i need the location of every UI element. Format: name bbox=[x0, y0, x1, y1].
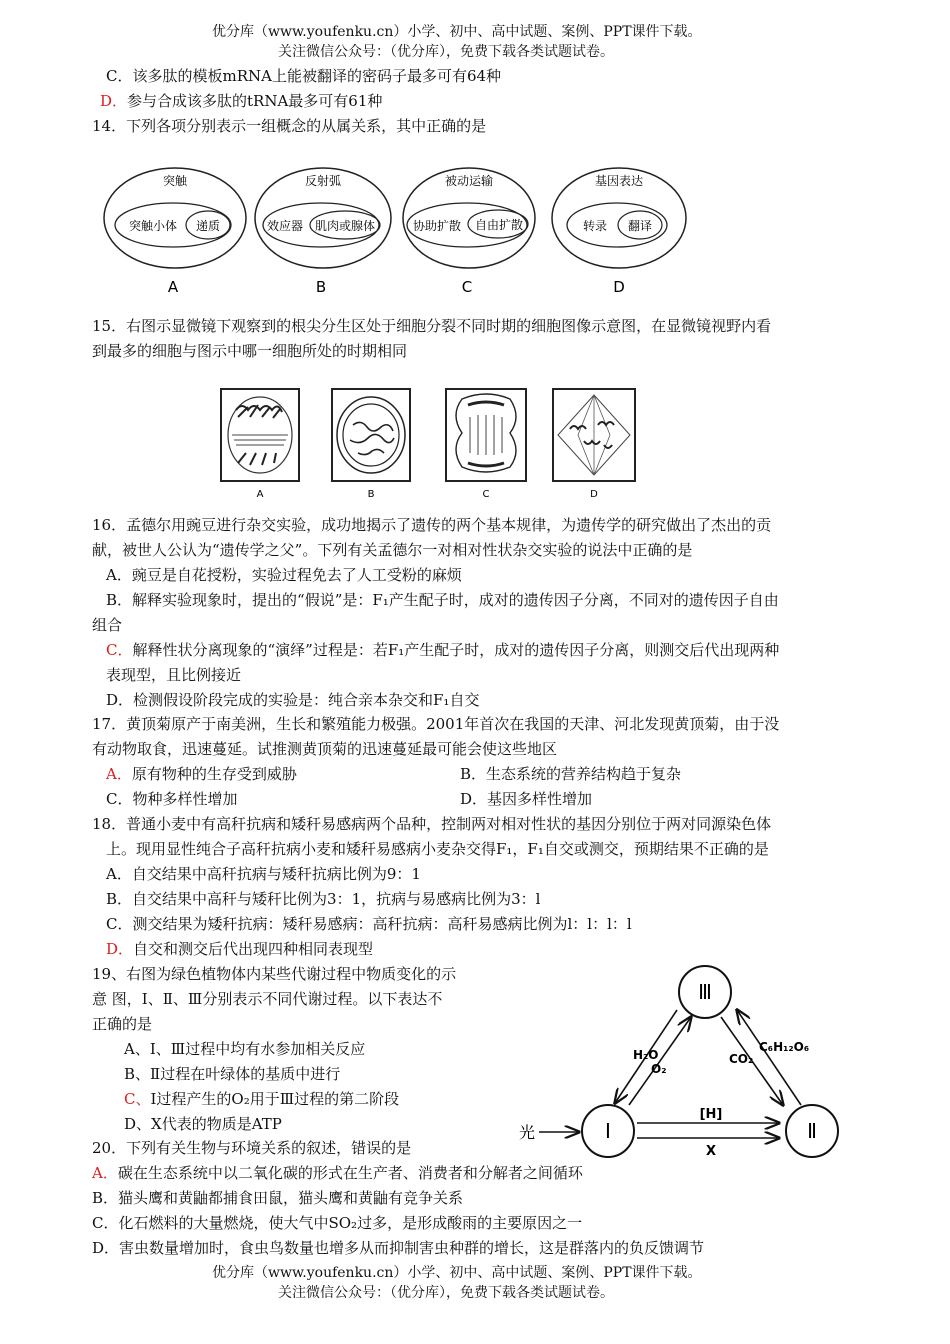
q20-option-c: C．化石燃料的大量燃烧，使大气中SO₂过多，是形成酸雨的主要原因之一 bbox=[92, 1214, 583, 1232]
q14-a-inner-label: 递质 bbox=[195, 219, 221, 233]
q14-concept-diagrams bbox=[95, 160, 715, 300]
q14-a-left-label: 突触小体 bbox=[128, 219, 178, 233]
q19-x-label: X bbox=[705, 1144, 717, 1159]
q18-d-letter: D． bbox=[106, 940, 134, 958]
q14-d-letter: D bbox=[613, 278, 625, 296]
q18-option-c: C．测交结果为矮秆抗病：矮秆易感病：高秆抗病：高秆易感病比例为l：l：l：l bbox=[106, 915, 632, 933]
q14-diagram-c bbox=[403, 168, 535, 296]
q19-option-d: D、X代表的物质是ATP bbox=[124, 1115, 282, 1133]
q19-o2-label: O₂ bbox=[651, 1062, 667, 1076]
q14-c-outer-label: 被动运输 bbox=[444, 174, 494, 188]
q19-c-text: Ⅰ过程产生的O₂用于Ⅲ过程的第二阶段 bbox=[150, 1090, 400, 1108]
q13-c-letter: C． bbox=[106, 67, 133, 85]
header-line-2: 关注微信公众号：（优分库），免费下载各类试题试卷。 bbox=[278, 44, 614, 60]
q16-option-c-line-1 bbox=[106, 640, 779, 660]
q16-option-b-line-2: 组合 bbox=[92, 616, 123, 634]
q14-diagram-a bbox=[104, 168, 246, 296]
q19-option-c bbox=[124, 1089, 399, 1109]
q16-c-text-1: 解释性状分离现象的“演绎”过程是：若F₁产生配子时，成对的遗传因子分离，则测交后代出现两种 bbox=[132, 641, 780, 659]
header-line-1: 优分库（www.youfenku.cn）小学、初中、高中试题、案例、PPT课件下载。 bbox=[212, 24, 702, 40]
q15-stem-line-2: 到最多的细胞与图示中哪一细胞所处的时期相同 bbox=[92, 342, 408, 360]
q14-a-letter: A bbox=[167, 278, 179, 296]
q17-a-text: 原有物种的生存受到威胁 bbox=[131, 765, 297, 783]
q16-stem-line-1: 16．孟德尔用豌豆进行杂交实验，成功地揭示了遗传的两个基本规律，为遗传学的研究做出了杰出的贡 bbox=[92, 516, 772, 534]
q20-option-b: B．猫头鹰和黄鼬都捕食田鼠，猫头鹰和黄鼬有竞争关系 bbox=[92, 1189, 464, 1207]
q16-option-a: A．豌豆是自花授粉，实验过程免去了人工受粉的麻烦 bbox=[106, 566, 462, 584]
q19-metabolism-diagram bbox=[515, 955, 860, 1165]
q18-option-d bbox=[106, 939, 373, 959]
q19-node-i-label: Ⅰ bbox=[605, 1119, 611, 1143]
q20-option-d: D．害虫数量增加时，食虫鸟数量也增多从而抑制害虫种群的增长，这是群落内的负反馈调节 bbox=[92, 1239, 705, 1257]
q19-h-label: [H] bbox=[699, 1107, 723, 1122]
q20-option-a bbox=[92, 1163, 583, 1183]
q13-option-d bbox=[100, 91, 382, 111]
q15-cell-a bbox=[221, 389, 299, 500]
q14-diagram-b bbox=[255, 168, 391, 296]
q15-label-c: C bbox=[482, 489, 490, 500]
q17-stem-line-1: 17．黄顶菊原产于南美洲，生长和繁殖能力极强。2001年首次在我国的天津、河北发现黄顶菊，由于没 bbox=[92, 715, 780, 733]
q19-option-b: B、Ⅱ过程在叶绿体的基质中进行 bbox=[124, 1065, 341, 1083]
q16-stem-line-2: 献，被世人公认为“遗传学之父”。下列有关孟德尔一对相对性状杂交实验的说法中正确的是 bbox=[92, 541, 693, 559]
q13-d-letter: D． bbox=[100, 92, 128, 110]
q19-node-iii-label: Ⅲ bbox=[698, 980, 712, 1004]
q17-a-letter: A． bbox=[106, 765, 132, 783]
q19-stem-line-1: 19、右图为绿色植物体内某些代谢过程中物质变化的示 bbox=[92, 965, 457, 983]
q19-co2-label: CO₂ bbox=[729, 1052, 754, 1066]
q18-stem-line-1: 18．普通小麦中有高秆抗病和矮秆易感病两个品种，控制两对相对性状的基因分别位于两对同源染色体 bbox=[92, 815, 772, 833]
q14-b-letter: B bbox=[315, 278, 327, 296]
q14-d-inner-label: 翻译 bbox=[627, 219, 653, 233]
q19-light-label: 光 bbox=[519, 1123, 536, 1142]
q14-b-inner-label: 肌肉或腺体 bbox=[314, 219, 376, 233]
q15-cell-d bbox=[553, 389, 635, 500]
q14-c-left-label: 协助扩散 bbox=[412, 219, 462, 233]
q15-cell-b bbox=[332, 389, 410, 500]
q15-label-b: B bbox=[367, 489, 375, 500]
q14-diagram-d bbox=[552, 168, 686, 296]
q19-h2o-label: H₂O bbox=[633, 1048, 659, 1062]
q18-option-b: B．自交结果中高秆与矮秆比例为3：1，抗病与易感病比例为3：l bbox=[106, 890, 541, 908]
q18-stem-line-2: 上。现用显性纯合子高秆抗病小麦和矮秆易感病小麦杂交得F₁，F₁自交或测交，预期结果不正确的是 bbox=[106, 840, 769, 858]
q14-b-left-label: 效应器 bbox=[266, 219, 304, 233]
q16-option-c-line-2: 表现型，且比例接近 bbox=[106, 666, 242, 684]
q19-glucose-label: C₆H₁₂O₆ bbox=[759, 1040, 810, 1054]
q20-stem: 20．下列有关生物与环境关系的叙述，错误的是 bbox=[92, 1139, 412, 1157]
q14-d-outer-label: 基因表达 bbox=[594, 174, 644, 188]
q20-a-letter: A． bbox=[92, 1164, 118, 1182]
q15-cell-images bbox=[218, 385, 643, 505]
q16-option-b-line-1: B．解释实验现象时，提出的“假说”是：F₁产生配子时，成对的遗传因子分离，不同对的遗传因子自由 bbox=[106, 591, 779, 609]
q15-label-a: A bbox=[256, 489, 264, 500]
q14-c-inner-label: 自由扩散 bbox=[474, 218, 524, 232]
q13-option-c bbox=[106, 66, 501, 86]
q14-c-letter: C bbox=[461, 278, 473, 296]
q20-a-text: 碳在生态系统中以二氧化碳的形式在生产者、消费者和分解者之间循环 bbox=[117, 1164, 583, 1182]
q19-c-letter: C、 bbox=[124, 1090, 151, 1108]
q17-option-c: C．物种多样性增加 bbox=[106, 790, 238, 808]
q13-d-text: 参与合成该多肽的tRNA最多可有61种 bbox=[127, 92, 383, 110]
q17-option-a bbox=[106, 764, 297, 784]
footer-line-1: 优分库（www.youfenku.cn）小学、初中、高中试题、案例、PPT课件下载。 bbox=[212, 1265, 702, 1281]
q16-c-letter: C． bbox=[106, 641, 133, 659]
q17-option-d: D．基因多样性增加 bbox=[460, 790, 593, 808]
q19-option-a: A、Ⅰ、Ⅲ过程中均有水参加相关反应 bbox=[124, 1040, 366, 1058]
q17-option-b: B．生态系统的营养结构趋于复杂 bbox=[460, 765, 682, 783]
q19-node-ii-label: Ⅱ bbox=[807, 1119, 817, 1143]
q19-stem-line-3: 正确的是 bbox=[92, 1015, 153, 1033]
q15-stem-line-1: 15．右图示显微镜下观察到的根尖分生区处于细胞分裂不同时期的细胞图像示意图，在显微镜视野内看 bbox=[92, 317, 772, 335]
footer-line-2: 关注微信公众号：（优分库），免费下载各类试题试卷。 bbox=[278, 1285, 614, 1301]
q14-stem: 14．下列各项分别表示一组概念的从属关系，其中正确的是 bbox=[92, 117, 487, 135]
q18-d-text: 自交和测交后代出现四种相同表现型 bbox=[133, 940, 374, 958]
q14-b-outer-label: 反射弧 bbox=[304, 174, 342, 188]
q18-option-a: A．自交结果中高秆抗病与矮秆抗病比例为9：1 bbox=[106, 865, 421, 883]
q16-option-d: D．检测假设阶段完成的实验是：纯合亲本杂交和F₁自交 bbox=[106, 691, 480, 709]
q15-cell-c bbox=[446, 389, 526, 500]
q17-stem-line-2: 有动物取食，迅速蔓延。试推测黄顶菊的迅速蔓延最可能会使这些地区 bbox=[92, 740, 558, 758]
q14-a-outer-label: 突触 bbox=[162, 174, 188, 188]
q15-label-d: D bbox=[590, 489, 598, 500]
q14-d-left-label: 转录 bbox=[582, 219, 608, 233]
q19-stem-line-2: 意 图，Ⅰ、Ⅱ、Ⅲ分别表示不同代谢过程。以下表达不 bbox=[92, 990, 443, 1008]
q13-c-text: 该多肽的模板mRNA上能被翻译的密码子最多可有64种 bbox=[132, 67, 502, 85]
